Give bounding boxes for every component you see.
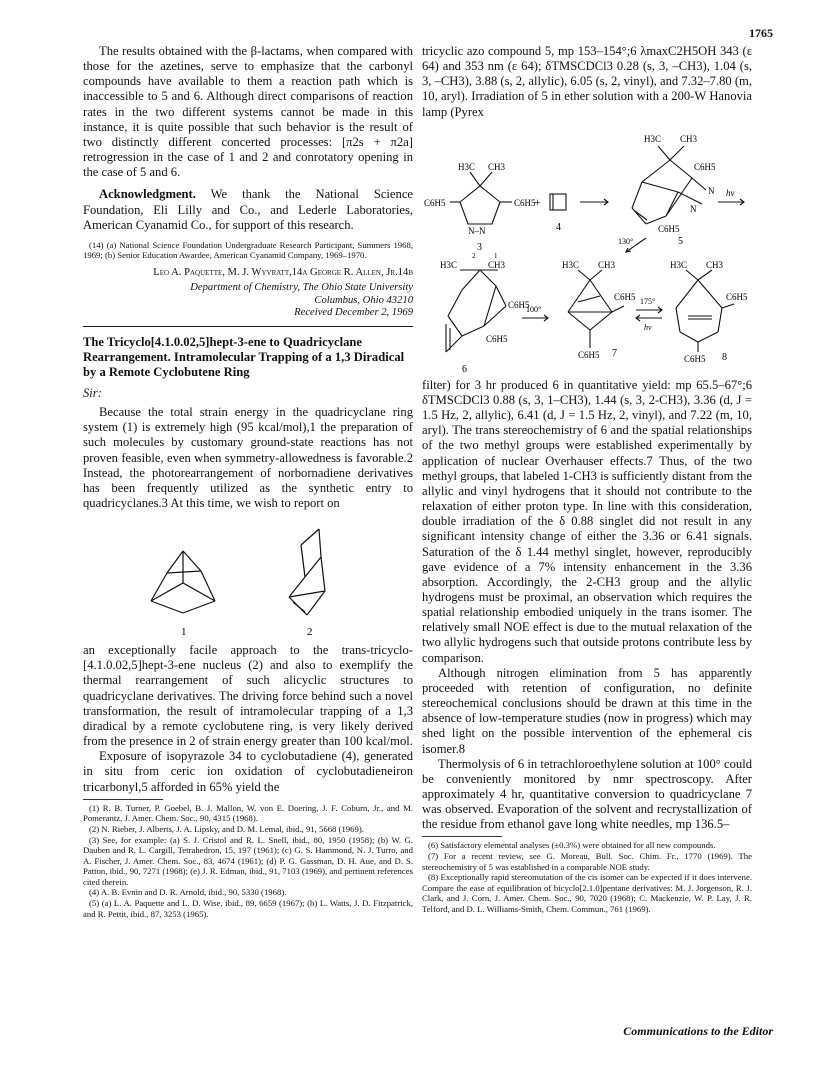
label-c6h5: C6H5 [508, 299, 530, 310]
compound-label-7: 7 [612, 347, 617, 359]
compound-label-5: 5 [678, 235, 683, 247]
label-h3c: H3C [458, 161, 476, 172]
acknowledgment-body: We thank the National Science Foundation, Eli Lilly and Co., and Lederle Laboratories, American Cyanamid Co., for support of this research. [83, 187, 413, 232]
label-175: 175° [640, 296, 656, 306]
label-one: 1 [494, 251, 498, 260]
divider [83, 326, 413, 327]
footnote-rule [422, 836, 502, 837]
reaction-scheme [422, 120, 752, 378]
reference: (8) Exceptionally rapid stereomutation of the cis isomer can be expected if it does intervene. Compare the ease of equilibration of bicyclo[2.1.0]pentane derivatives: M. J. Jorgenson, R. J. Clark, and J. Corn, J. Amer. Chem. Soc., 90, 7020 (1968); C. Mackenzie, W. P. Lay, J. R. Telford, and D. L. Williams-Smith, Chem. Commun., 761 (1969). [422, 872, 752, 915]
label-n: N [708, 185, 715, 196]
label-ch3: CH3 [488, 161, 506, 172]
left-column [83, 44, 413, 919]
compound-label-2: 2 [307, 626, 313, 639]
salutation: Sir: [83, 386, 102, 401]
reference: (1) R. B. Turner, P. Goebel, B. J. Mallon, W. von E. Doering, J. F. Coburn, Jr., and M. Pomerantz, J. Amer. Chem. Soc., 90, 4315 (1968). [83, 802, 413, 824]
reference: (7) For a recent review, see G. Moreau, Bull. Soc. Chim. Fr., 1770 (1969). The stereochemistry of 5 was established in a comparable NOE study. [422, 851, 752, 872]
label-c6h5: C6H5 [694, 161, 716, 172]
right-column [422, 44, 752, 915]
label-c6h5: C6H5 [614, 291, 636, 302]
paragraph: The results obtained with the β-lactams, when compared with those for the azetines, serve to emphasize that the carbonyl compounds have available to them a reaction path which is inaccessible to 5 and 6. Although direct comparisons of reaction rates in the two different systems cannot be made in this instance, it is quite possible that such behavior is the result of two distinctly different concerted processes: [π2s + π2a] retrogression in the case of 1 and 2 and conrotatory opening in the case of 5 and 6. [83, 44, 413, 180]
footnote-14: (14) (a) National Science Foundation Undergraduate Research Participant, Summers 1968, 1969; (b) Senior Education Awardee, American Cyanamid Company, 1969–1970. [83, 239, 413, 261]
figure-structures-1-2 [83, 511, 413, 643]
label-c6h5: C6H5 [684, 353, 706, 364]
compound-label-4: 4 [556, 221, 561, 233]
label-100: 100° [526, 304, 542, 314]
label-c6h5: C6H5 [486, 333, 508, 344]
compound-label-3: 3 [477, 241, 482, 253]
label-c6h5: C6H5 [578, 349, 600, 360]
received-date: Received December 2, 1969 [294, 307, 413, 319]
references-left [83, 803, 413, 920]
label-h3c: H3C [644, 133, 662, 144]
paragraph: Although nitrogen elimination from 5 has apparently proceeded with retention of configuration, no definite stereochemical conclusions should be drawn at this time in the absence of low-temperature studies (now in progress) which may shed light on the possible intervention of the ephemeral cis isomer.8 [422, 665, 752, 756]
label-c6h5: C6H5 [514, 197, 536, 208]
reference: (3) See, for example: (a) S. J. Cristol and R. L. Snell, ibid., 80, 1950 (1958); (b) W. G. Dauben and R. L. Cargill, Tetrahedron, 15, 197 (1961); (c) G. S. Hammond, N. J. Turro, and A. Fischer, J. Amer. Chem. Soc., 83, 4674 (1961); (d) P. G. Gassman, D. H. Aue, and D. S. Patton, ibid., 90, 7271 (1968); (e) J. R. Edman, ibid., 91, 7103 (1969), and pertinent references cited therein. [83, 834, 413, 887]
label-ch3: CH3 [680, 133, 698, 144]
label-130: 130° [618, 236, 634, 246]
compound-label-6: 6 [462, 363, 467, 375]
reference: (6) Satisfactory elemental analyses (±0.3%) were obtained for all new compounds. [428, 840, 716, 851]
paragraph: Exposure of isopyrazole 34 to cyclobutadiene (4), generated in situ from ceric ion oxidation of cyclobutadieneiron tricarbonyl,5 afforded in 65% yield the [83, 749, 413, 794]
paragraph: Thermolysis of 6 in tetrachloroethylene solution at 100° could be conveniently monitored by nmr spectroscopy. After approximately 4 hr, quantitative conversion to quadricyclane 7 was observed. Evaporation of the solvent and recrystallization of the residue from ethanol gave long white needles, mp 136.5– [422, 756, 752, 832]
label-hv: hν [644, 322, 652, 332]
references-right [422, 840, 752, 914]
label-nn: N–N [468, 225, 486, 236]
affiliation-line-1: Department of Chemistry, The Ohio State University [190, 282, 413, 294]
page-number: 1765 [749, 26, 773, 40]
label-hv: hν [726, 187, 735, 198]
label-h3c: H3C [670, 259, 688, 270]
label-ch3: CH3 [488, 259, 506, 270]
paragraph: an exceptionally facile approach to the trans-tricyclo-[4.1.0.02,5]hept-3-ene nucleus (2) and also to exemplify the thermal rearrangement of such alicyclic structures to quadricyclane derivatives. The driving force behind such a novel transformation, the result of intramolecular trapping of a 1,3 diradical by a remote cyclobutene ring, is very likely derived from the presence in 2 of strain energy greater than 100 kcal/mol. [83, 643, 413, 749]
acknowledgment [83, 187, 413, 232]
structure-drawing [83, 511, 413, 643]
paragraph: Because the total strain energy in the quadricyclane ring system (1) is extremely high (95 kcal/mol),1 the preparation of such molecules by customary ground-state reactions has not proven feasible, even when symmetry-allowedness is favorable.2 Instead, the photorearrangement of norbornadiene derivatives has been frequently utilized as the synthetic entry to quadricyclanes.3 At this time, we wish to report on [83, 405, 413, 510]
label-ch3: CH3 [706, 259, 724, 270]
reference: (5) (a) L. A. Paquette and L. D. Wise, ibid., 89, 6659 (1967); (b) L. Watts, J. D. Fitzpatrick, and R. Pettit, ibid., 87, 3253 (1965). [83, 898, 413, 919]
paragraph: filter) for 3 hr produced 6 in quantitative yield: mp 65.5–67°;6 δTMSCDCl3 0.88 (s, 3, 1–CH3), 1.44 (s, 3, 2-CH3), 3.36 (d, J = 1.5 Hz, 2, allylic), 6.41 (d, J = 1.5 Hz, 2, vinyl), and 7.22 (m, 10, aryl). The trans stereochemistry of 6 and the spatial relationships of the two methyl groups were established experimentally by application of nuclear Overhauser effects.7 Thus, of the two methyl groups, that labeled 1-CH3 is sufficiently distant from the allylic and vinyl hydrogens that it should not contribute to the relaxation of either proton type. In line with this consideration, double irradiation of the δ 0.88 singlet did not result in any significant intensity change of either the 3.36 or 6.41 signals. Saturation of the δ 1.44 methyl singlet, however, reproducibly gave evidence of a 7% intensity enhancement in the 3.36 absorption. Accordingly, the 2-CH3 group and the allylic hydrogens must be proximal, an observation which requires the spatial relationship embodied uniquely in the trans isomer. The relatively small NOE effect is due to the mutual relaxation of the two allylic hydrogens such that outside protons contribute less by comparison. [422, 377, 752, 665]
label-h3c: H3C [440, 259, 458, 270]
article-title: The Tricyclo[4.1.0.02,5]hept-3-ene to Quadricyclane Rearrangement. Intramolecular Trapping of a 1,3 Diradical by a Remote Cyclobutene Ring [83, 335, 405, 380]
label-c6h5: C6H5 [658, 223, 680, 234]
label-c6h5: C6H5 [424, 197, 446, 208]
label-n: N [690, 203, 697, 214]
affiliation-line-2: Columbus, Ohio 43210 [314, 294, 413, 306]
reference: (4) A. B. Evnin and D. R. Arnold, ibid., 90, 5330 (1968). [89, 887, 287, 898]
paragraph: tricyclic azo compound 5, mp 153–154°;6 λmaxC2H5OH 343 (ε 64) and 353 nm (ε 64); δTMSCDCl3 0.28 (s, 3, –CH3), 1.04 (s, 3, –CH3), 3.88 (s, 2, allylic), 6.05 (s, 2, vinyl), and 7.32–7.80 (m, 10, aryl). Irradiation of 5 in ether solution with a 200-W Hanovia lamp (Pyrex [422, 44, 752, 119]
label-c6h5: C6H5 [726, 291, 748, 302]
label-two: 2 [472, 251, 476, 260]
scheme-drawing [422, 120, 752, 378]
acknowledgment-heading: Acknowledgment. [99, 187, 196, 202]
running-footer: Communications to the Editor [623, 1024, 773, 1038]
label-ch3: CH3 [598, 259, 616, 270]
plus-sign: + [534, 194, 541, 209]
label-h3c: H3C [562, 259, 580, 270]
footnote-rule [83, 799, 163, 800]
compound-label-1: 1 [181, 626, 187, 639]
compound-label-8: 8 [722, 351, 727, 363]
reference: (2) N. Rieber, J. Alberts, J. A. Lipsky, and D. M. Lemal, ibid., 91, 5668 (1969). [89, 823, 364, 834]
authors: Leo A. Paquette, M. J. Wyvratt,14a George R. Allen, Jr.14b [153, 267, 413, 279]
